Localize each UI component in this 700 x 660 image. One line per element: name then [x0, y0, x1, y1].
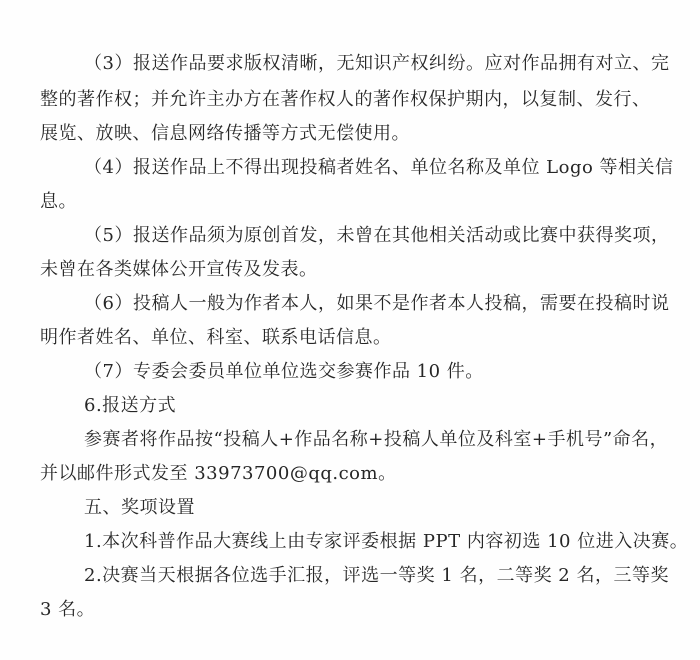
clause-3-line-2: 整的著作权；并允许主办方在著作权人的著作权保护期内，以复制、发行、 — [40, 89, 651, 110]
awards-item-2-line-2: 3 名。 — [40, 599, 96, 620]
clause-3-line-1: （3）报送作品要求版权清晰，无知识产权纠纷。应对作品拥有对立、完 — [84, 53, 670, 74]
clause-6-line-2: 明作者姓名、单位、科室、联系电话信息。 — [40, 327, 392, 348]
section-heading-submission-method: 6.报送方式 — [84, 395, 177, 416]
section-heading-awards: 五、奖项设置 — [84, 497, 195, 518]
clause-6-line-1: （6）投稿人一般为作者本人，如果不是作者本人投稿，需要在投稿时说 — [84, 293, 670, 314]
awards-item-2-line-1: 2.决赛当天根据各位选手汇报，评选一等奖 1 名，二等奖 2 名，三等奖 — [84, 565, 669, 586]
clause-4-line-2: 息。 — [40, 191, 77, 212]
submission-line-1: 参赛者将作品按“投稿人+作品名称+投稿人单位及科室+手机号”命名， — [84, 429, 669, 450]
clause-5-line-1: （5）报送作品须为原创首发，未曾在其他相关活动或比赛中获得奖项， — [84, 225, 670, 246]
submission-line-2: 并以邮件形式发至 33973700@qq.com。 — [40, 463, 397, 484]
clause-7-line: （7）专委会委员单位单位选交参赛作品 10 件。 — [84, 361, 484, 382]
clause-3-line-3: 展览、放映、信息网络传播等方式无偿使用。 — [40, 123, 410, 144]
clause-4-line-1: （4）报送作品上不得出现投稿者姓名、单位名称及单位 Logo 等相关信 — [84, 157, 674, 178]
clause-5-line-2: 未曾在各类媒体公开宣传及发表。 — [40, 259, 318, 280]
awards-item-1: 1.本次科普作品大赛线上由专家评委根据 PPT 内容初选 10 位进入决赛。 — [84, 531, 689, 552]
